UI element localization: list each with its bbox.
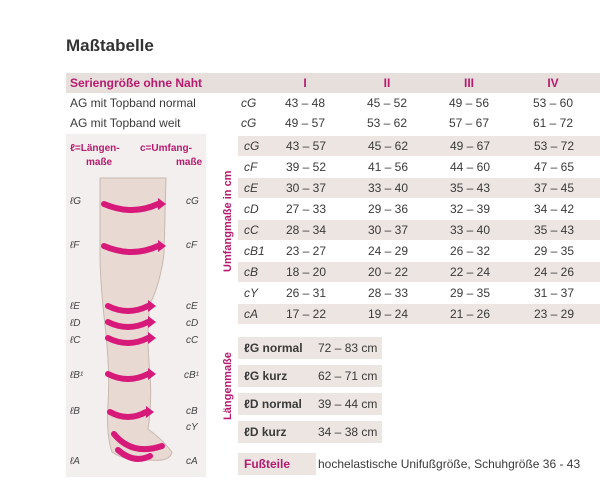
table-header <box>66 73 600 93</box>
table-cell: 22 – 24 <box>449 265 491 279</box>
length-label: ℓD <box>70 318 81 329</box>
circumference-label: cC <box>186 335 199 346</box>
length-value: 34 – 38 cm <box>318 425 378 439</box>
length-row <box>238 365 398 387</box>
length-value: 39 – 44 cm <box>318 397 378 411</box>
length-label: ℓD kurz <box>244 425 287 439</box>
table-cell: 24 – 26 <box>533 265 575 279</box>
table-cell: 29 – 35 <box>533 244 575 258</box>
length-label: ℓB¹ <box>70 370 84 381</box>
length-row <box>238 393 398 415</box>
size-header: III <box>463 76 474 90</box>
table-row <box>66 93 600 113</box>
length-label: ℓA <box>70 456 80 467</box>
table-cell: 31 – 37 <box>533 286 575 300</box>
circumference-label: cB¹ <box>184 370 199 381</box>
table-cell: 49 – 67 <box>449 139 491 153</box>
table-cell: 24 – 29 <box>367 244 409 258</box>
row-code: cA <box>244 307 259 321</box>
table-cell: 34 – 42 <box>533 202 575 216</box>
table-cell: 33 – 40 <box>367 181 409 195</box>
table-row <box>238 199 600 219</box>
size-header: IV <box>547 76 559 90</box>
table-cell: 45 – 52 <box>366 96 408 110</box>
table-cell: 30 – 37 <box>367 223 409 237</box>
length-label: ℓG <box>70 196 82 207</box>
table-cell: 33 – 40 <box>449 223 491 237</box>
table-cell: 49 – 57 <box>284 116 326 130</box>
footer-row <box>238 453 600 475</box>
row-code: cG <box>244 139 260 153</box>
table-cell: 35 – 43 <box>449 181 491 195</box>
table-cell: 19 – 24 <box>367 307 409 321</box>
table-cell: 32 – 39 <box>449 202 491 216</box>
row-code: cF <box>244 160 258 174</box>
circumference-label: cB <box>186 406 198 417</box>
table-cell: 35 – 43 <box>533 223 575 237</box>
leg-drawing <box>66 134 206 477</box>
table-cell: 21 – 26 <box>449 307 491 321</box>
umfang-title: Umfangmaße in cm <box>222 170 234 272</box>
table-row <box>238 304 600 324</box>
table-cell: 53 – 60 <box>532 96 574 110</box>
row-code: cG <box>241 116 257 130</box>
legend-umfang-2: maße <box>176 157 203 168</box>
table-cell: 41 – 56 <box>367 160 409 174</box>
row-code: cB <box>244 265 259 279</box>
row-code: cD <box>244 202 259 216</box>
row-code: cB1 <box>244 244 265 258</box>
table-cell: 43 – 57 <box>285 139 327 153</box>
table-row <box>238 178 600 198</box>
table-row <box>238 136 600 156</box>
table-cell: 43 – 48 <box>284 96 326 110</box>
table-cell: 26 – 32 <box>449 244 491 258</box>
table-cell: 39 – 52 <box>285 160 327 174</box>
table-cell: 45 – 62 <box>367 139 409 153</box>
table-row <box>238 157 600 177</box>
table-cell: 18 – 20 <box>285 265 327 279</box>
row-code: cC <box>244 223 259 237</box>
row-code: cY <box>244 286 259 300</box>
table-cell: 49 – 56 <box>448 96 490 110</box>
circumference-label: cD <box>186 318 199 329</box>
table-row <box>238 283 600 303</box>
table-cell: 30 – 37 <box>285 181 327 195</box>
length-label: ℓE <box>70 301 80 312</box>
table-cell: 57 – 67 <box>448 116 490 130</box>
row-code: cG <box>241 96 257 110</box>
length-label: ℓG normal <box>244 341 303 355</box>
table-row <box>238 220 600 240</box>
length-label: ℓC <box>70 335 81 346</box>
table-cell: 23 – 27 <box>285 244 327 258</box>
table-cell: 29 – 36 <box>367 202 409 216</box>
row-code: cE <box>244 181 259 195</box>
table-row <box>238 262 600 282</box>
table-cell: 26 – 31 <box>285 286 327 300</box>
header-label: Seriengröße ohne Naht <box>70 76 203 90</box>
table-cell: 23 – 29 <box>533 307 575 321</box>
table-row <box>66 113 600 133</box>
row-label: AG mit Topband normal <box>70 96 196 110</box>
table-row <box>238 241 600 261</box>
circumference-label: cG <box>186 196 199 207</box>
table-cell: 28 – 33 <box>367 286 409 300</box>
legend-laengen-2: maße <box>86 157 113 168</box>
length-value: 62 – 71 cm <box>318 369 378 383</box>
length-label: ℓF <box>70 240 80 251</box>
table-cell: 37 – 45 <box>533 181 575 195</box>
table-cell: 28 – 34 <box>285 223 327 237</box>
length-label: ℓD normal <box>244 397 302 411</box>
size-header: II <box>383 76 391 90</box>
length-label: ℓG kurz <box>244 369 288 383</box>
table-cell: 44 – 60 <box>449 160 491 174</box>
legend-umfang: c=Umfang- <box>140 143 192 154</box>
circumference-label: cE <box>186 301 198 312</box>
leg-illustration <box>66 134 206 477</box>
laengen-title: Längenmaße <box>222 352 234 420</box>
size-header: I <box>303 76 307 90</box>
circumference-label: cA <box>186 456 198 467</box>
length-row <box>238 421 398 443</box>
circumference-label: cF <box>186 240 198 251</box>
table-cell: 53 – 62 <box>366 116 408 130</box>
table-cell: 61 – 72 <box>532 116 574 130</box>
length-value: 72 – 83 cm <box>318 341 378 355</box>
circumference-label: cY <box>186 422 198 433</box>
row-label: AG mit Topband weit <box>70 116 181 130</box>
footer-value: hochelastische Unifußgröße, Schuhgröße 36 - 43 <box>318 457 581 471</box>
length-label: ℓB <box>70 406 80 417</box>
table-cell: 53 – 72 <box>533 139 575 153</box>
page-title: Maßtabelle <box>66 36 154 55</box>
table-cell: 47 – 65 <box>533 160 575 174</box>
length-row <box>238 337 398 359</box>
footer-label: Fußteile <box>238 453 316 475</box>
table-cell: 27 – 33 <box>285 202 327 216</box>
legend-laengen: ℓ=Längen- <box>70 143 120 154</box>
table-cell: 17 – 22 <box>285 307 327 321</box>
table-cell: 20 – 22 <box>367 265 409 279</box>
table-cell: 29 – 35 <box>449 286 491 300</box>
